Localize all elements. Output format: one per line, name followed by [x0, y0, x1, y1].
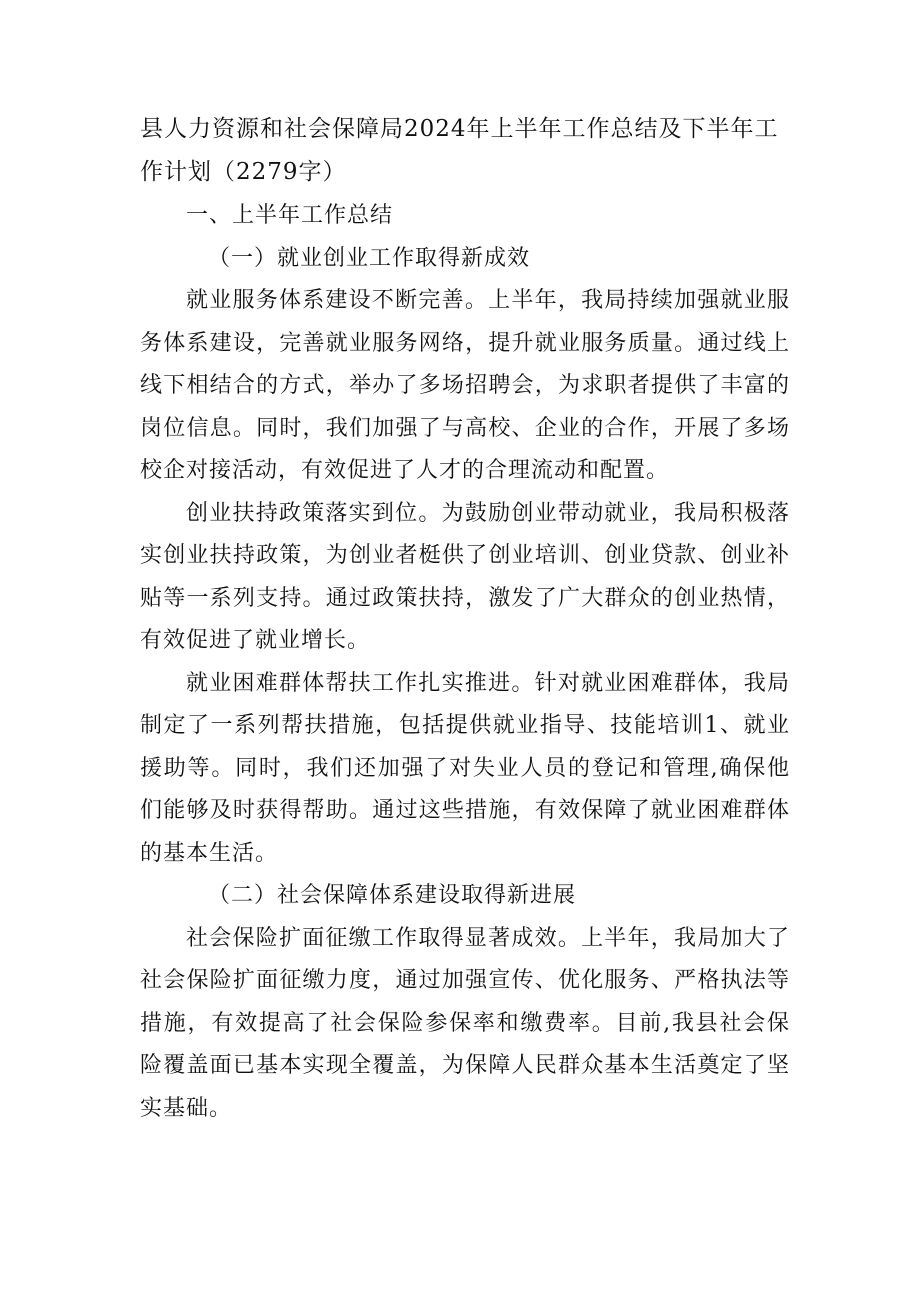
paragraph-entrepreneurship-support: 创业扶持政策落实到位。为鼓励创业带动就业，我局积极落实创业扶持政策，为创业者梃供了创业培训、创业贷款、创业补贴等一系列支持。通过政策扶持，激发了广大群众的创业热情，有效促进了就业增长。 [140, 500, 790, 653]
subsection-heading-social-security: （二）社会保障体系建设取得新进展 [208, 883, 577, 908]
document-title: 县人力资源和社会保障局2024年上半年工作总结及下半年工作计划（2279字） [140, 116, 779, 185]
paragraph-social-insurance-expansion: 社会保险扩面征缴工作取得显著成效。上半年，我局加大了社会保险扩面征缴力度，通过加强宣传、优化服务、严格执法等措施，有效提高了社会保险参保率和缴费率。目前,我县社会保险覆盖面已基本实现全覆盖，为保障人民群众基本生活奠定了坚实基础。 [140, 925, 790, 1121]
paragraph-difficult-groups-assistance: 就业困难群体帮扶工作扎实推进。针对就业困难群体，我局制定了一系列帮扶措施，包括提供就业指导、技能培训1、就业援助等。同时，我们还加强了对失业人员的登记和管理,确保他们能够及时获得帮助。通过这些措施，有效保障了就业困难群体的基本生活。 [140, 670, 790, 866]
section-heading-summary: 一、上半年工作总结 [186, 203, 394, 228]
document-page [140, 108, 790, 1130]
paragraph-employment-service: 就业服务体系建设不断完善。上半年，我局持续加强就业服务体系建设，完善就业服务网络，提升就业服务质量。通过线上线下相结合的方式，举办了多场招聘会，为求职者提供了丰富的岗位信息。同时，我们加强了与高校、企业的合作，开展了多场校企对接活动，有效促进了人才的合理流动和配置。 [140, 288, 790, 483]
subsection-heading-employment: （一）就业创业工作取得新成效 [208, 245, 531, 271]
